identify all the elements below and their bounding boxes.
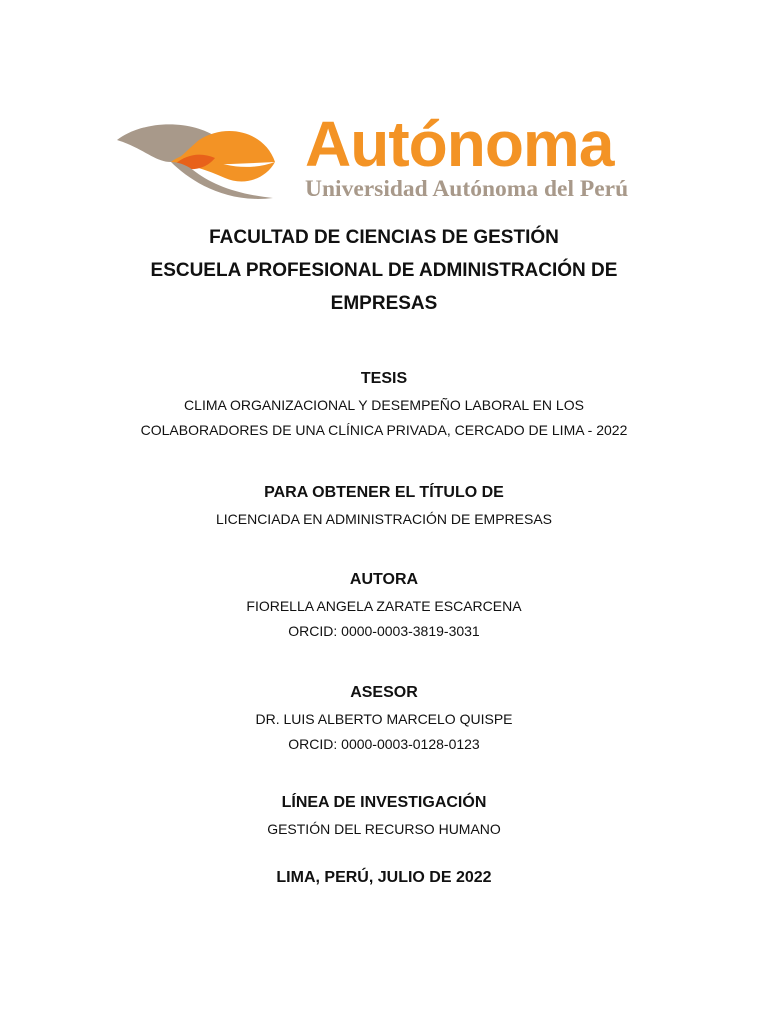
faculty-line: FACULTAD DE CIENCIAS DE GESTIÓN <box>209 227 559 248</box>
author-heading: AUTORA <box>349 571 419 588</box>
degree-section <box>0 483 768 532</box>
university-logo <box>115 108 650 208</box>
thesis-title-line: CLIMA ORGANIZACIONAL Y DESEMPEÑO LABORAL EN LOS <box>184 397 584 413</box>
advisor-info <box>0 707 768 757</box>
thesis-title-line: COLABORADORES DE UNA CLÍNICA PRIVADA, CERCADO DE LIMA - 2022 <box>140 422 628 438</box>
research-line-section <box>0 793 768 842</box>
research-line-value: GESTIÓN DEL RECURSO HUMANO <box>267 821 501 837</box>
research-line-heading: LÍNEA DE INVESTIGACIÓN <box>281 794 487 811</box>
thesis-heading: TESIS <box>360 370 408 387</box>
author-orcid: ORCID: 0000-0003-3819-3031 <box>288 623 480 639</box>
school-line: ESCUELA PROFESIONAL DE ADMINISTRACIÓN DE <box>150 260 618 281</box>
advisor-name: DR. LUIS ALBERTO MARCELO QUISPE <box>255 711 513 727</box>
faculty-heading <box>0 221 768 320</box>
thesis-title <box>0 393 768 443</box>
logo-emblem-icon <box>115 118 275 208</box>
degree-value: LICENCIADA EN ADMINISTRACIÓN DE EMPRESAS <box>215 511 553 527</box>
author-info <box>0 594 768 644</box>
place-date: LIMA, PERÚ, JULIO DE 2022 <box>276 869 492 886</box>
thesis-section <box>0 369 768 443</box>
author-section <box>0 570 768 644</box>
author-name: FIORELLA ANGELA ZARATE ESCARCENA <box>246 598 522 614</box>
advisor-heading: ASESOR <box>350 684 418 701</box>
advisor-section <box>0 683 768 757</box>
advisor-orcid: ORCID: 0000-0003-0128-0123 <box>288 736 480 752</box>
degree-heading: PARA OBTENER EL TÍTULO DE <box>264 484 504 501</box>
footer-section <box>0 868 768 888</box>
logo-wordmark: Autónoma <box>305 108 614 180</box>
logo-university-name: Universidad Autónoma del Perú <box>305 176 629 202</box>
school-line-continued: EMPRESAS <box>330 293 438 314</box>
